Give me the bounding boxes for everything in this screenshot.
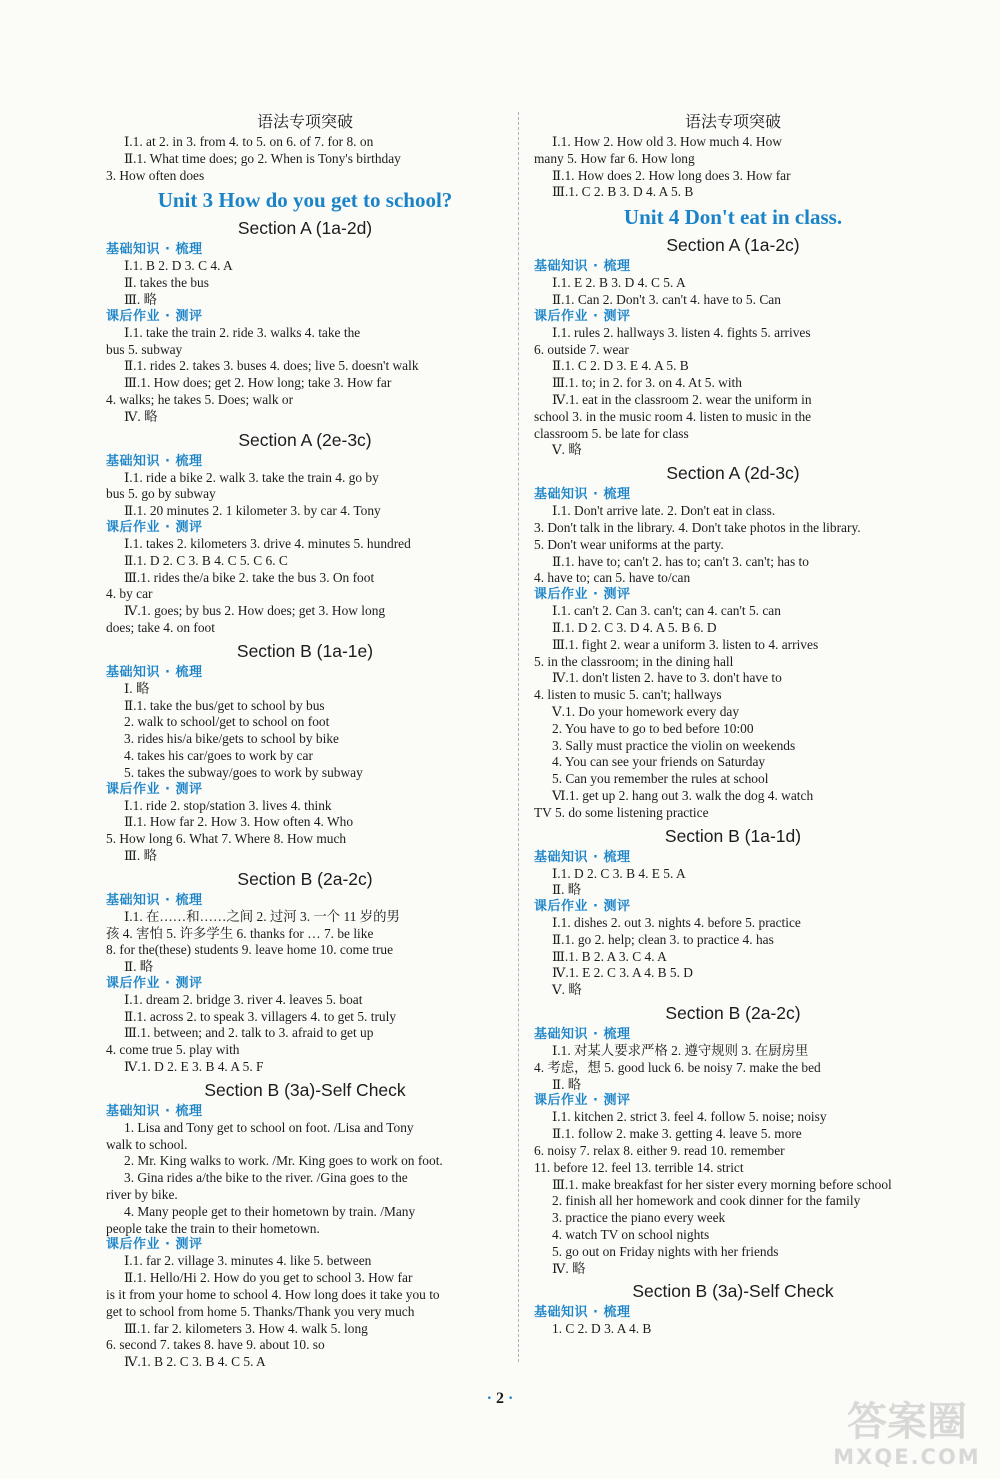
- answer-line: Ⅰ.1. far 2. village 3. minutes 4. like 5. between: [124, 1253, 372, 1269]
- answer-line: 1. Lisa and Tony get to school on foot. /Lisa and Tony: [124, 1119, 414, 1135]
- answer-line: get to school from home 5. Thanks/Thank you very much: [106, 1303, 415, 1319]
- answer-line: Ⅳ.1. eat in the classroom 2. wear the uniform in: [552, 391, 812, 407]
- answer-line: walk to school.: [106, 1136, 188, 1152]
- answer-line: Ⅰ.1. 在……和……之间 2. 过河 3. 一个 11 岁的男: [124, 908, 400, 924]
- section-heading: Section B (1a-1d): [664, 825, 802, 846]
- answer-line: 3. How often does: [106, 167, 205, 183]
- answer-line: 4. walks; he takes 5. Does; walk or: [106, 391, 294, 407]
- answer-line: Ⅲ.1. rides the/a bike 2. take the bus 3. On foot: [124, 569, 375, 585]
- answer-line: 4. Many people get to their hometown by train. /Many: [124, 1203, 416, 1219]
- answer-line: TV 5. do some listening practice: [534, 804, 709, 820]
- answer-line: Ⅲ.1. C 2. B 3. D 4. A 5. B: [552, 184, 694, 200]
- answer-line: 3. practice the piano every week: [552, 1210, 726, 1226]
- section-heading: Section A (1a-2d): [237, 218, 373, 239]
- answer-line: Ⅲ.1. between; and 2. talk to 3. afraid to get up: [124, 1025, 374, 1041]
- answer-line: bus 5. go by subway: [106, 486, 216, 502]
- answer-line: river by bike.: [106, 1187, 178, 1203]
- answer-line: 孩 4. 害怕 5. 许多学生 6. thanks for … 7. be like: [106, 925, 374, 941]
- answer-line: Ⅱ.1. What time does; go 2. When is Tony's birthday: [124, 150, 401, 166]
- answer-line: 2. You have to go to bed before 10:00: [552, 720, 754, 736]
- answer-line: Ⅱ. 略: [124, 959, 154, 975]
- answer-line: 2. Mr. King walks to work. /Mr. King goes to work on foot.: [124, 1153, 443, 1169]
- answer-line: 4. come true 5. play with: [106, 1042, 240, 1058]
- answer-line: Ⅰ.1. kitchen 2. strict 3. feel 4. follow 5. noise; noisy: [552, 1109, 827, 1125]
- category-label: 基础知识 · 梳理: [534, 1027, 631, 1043]
- answer-line: Ⅲ.1. to; in 2. for 3. on 4. At 5. with: [552, 375, 742, 391]
- answer-line: 4. by car: [106, 586, 153, 602]
- answer-line: 5. in the classroom; in the dining hall: [534, 653, 734, 669]
- answer-line: Ⅰ.1. takes 2. kilometers 3. drive 4. minutes 5. hundred: [124, 535, 411, 551]
- category-label: 基础知识 · 梳理: [534, 487, 631, 503]
- answer-line: Ⅱ.1. Hello/Hi 2. How do you get to school 3. How far: [124, 1270, 413, 1286]
- answer-line: Ⅳ.1. don't listen 2. have to 3. don't have to: [552, 670, 782, 686]
- category-label: 课后作业 · 测评: [106, 519, 203, 535]
- section-heading: Section A (2e-3c): [238, 429, 372, 450]
- answer-line: 5. Can you remember the rules at school: [552, 771, 769, 787]
- answer-line: Ⅱ.1. Can 2. Don't 3. can't 4. have to 5. Can: [552, 291, 781, 307]
- page-number-text: 2: [496, 1390, 504, 1407]
- answer-line: Ⅱ.1. have to; can't 2. has to; can't 3. can't; has to: [552, 553, 809, 569]
- grammar-heading: 语法专项突破: [256, 112, 353, 131]
- answer-line: Ⅲ. 略: [124, 291, 157, 307]
- answer-line: Ⅳ.1. goes; by bus 2. How does; get 3. How long: [124, 603, 386, 619]
- answer-line: Ⅱ. 略: [552, 1076, 582, 1092]
- section-heading: Section B (3a)-Self Check: [632, 1281, 834, 1302]
- answer-line: Ⅰ.1. E 2. B 3. D 4. C 5. A: [552, 275, 686, 291]
- answer-line: Ⅳ. 略: [552, 1260, 586, 1276]
- category-label: 基础知识 · 梳理: [534, 849, 631, 865]
- answer-line: 3. Don't talk in the library. 4. Don't take photos in the library.: [534, 519, 861, 535]
- answer-line: Ⅳ. 略: [124, 408, 158, 424]
- answer-line: Ⅰ.1. dream 2. bridge 3. river 4. leaves 5. boat: [124, 991, 363, 1007]
- answer-line: Ⅱ.1. across 2. to speak 3. villagers 4. to get 5. truly: [124, 1008, 397, 1024]
- answer-line: Ⅰ.1. dishes 2. out 3. nights 4. before 5. practice: [552, 915, 801, 931]
- answer-line: 5. go out on Friday nights with her friends: [552, 1243, 779, 1259]
- answer-line: is it from your home to school 4. How long does it take you to: [106, 1287, 440, 1303]
- right-column: [534, 108, 932, 1338]
- unit-title: Unit 4 Don't eat in class.: [623, 205, 843, 230]
- section-heading: Section A (2d-3c): [666, 463, 800, 484]
- watermark-logo: [822, 1399, 992, 1473]
- answer-line: Ⅲ.1. fight 2. wear a uniform 3. listen to 4. arrives: [552, 636, 819, 652]
- answer-line: Ⅰ.1. ride a bike 2. walk 3. take the train 4. go by: [124, 469, 379, 485]
- category-label: 基础知识 · 梳理: [106, 242, 203, 258]
- answer-line: 5. takes the subway/goes to work by subway: [124, 764, 363, 780]
- answer-line: Ⅱ.1. rides 2. takes 3. buses 4. does; live 5. doesn't walk: [124, 358, 419, 374]
- section-heading: Section B (1a-1e): [236, 640, 374, 661]
- answer-line: 4. listen to music 5. can't; hallways: [534, 687, 722, 703]
- category-label: 课后作业 · 测评: [106, 1237, 203, 1253]
- answer-line: Ⅰ.1. ride 2. stop/station 3. lives 4. think: [124, 797, 332, 813]
- section-heading: Section B (2a-2c): [665, 1003, 801, 1024]
- answer-line: bus 5. subway: [106, 341, 183, 357]
- answer-line: 6. outside 7. wear: [534, 341, 629, 357]
- answer-line: Ⅰ.1. Don't arrive late. 2. Don't eat in class.: [552, 503, 776, 519]
- category-label: 课后作业 · 测评: [534, 1093, 631, 1109]
- category-label: 课后作业 · 测评: [106, 308, 203, 324]
- answer-line: 4. have to; can 5. have to/can: [534, 570, 691, 586]
- answer-line: Ⅱ.1. go 2. help; clean 3. to practice 4. has: [552, 931, 774, 947]
- category-label: 基础知识 · 梳理: [534, 1305, 631, 1321]
- answer-line: Ⅱ.1. follow 2. make 3. getting 4. leave 5. more: [552, 1126, 802, 1142]
- category-label: 基础知识 · 梳理: [106, 664, 203, 680]
- answer-line: 2. walk to school/get to school on foot: [124, 714, 330, 730]
- answer-line: 4. You can see your friends on Saturday: [552, 754, 766, 770]
- category-label: 课后作业 · 测评: [534, 308, 631, 324]
- category-label: 基础知识 · 梳理: [106, 453, 203, 469]
- answer-line: Ⅲ.1. B 2. A 3. C 4. A: [552, 948, 667, 964]
- left-column: [106, 108, 504, 1371]
- answer-line: Ⅵ.1. get up 2. hang out 3. walk the dog 4. watch: [552, 787, 814, 803]
- answer-line: 4. watch TV on school nights: [552, 1227, 710, 1243]
- answer-line: Ⅰ.1. B 2. D 3. C 4. A: [124, 258, 233, 274]
- answer-line: classroom 5. be late for class: [534, 425, 689, 441]
- category-label: 基础知识 · 梳理: [534, 259, 631, 275]
- answer-line: Ⅱ.1. D 2. C 3. B 4. C 5. C 6. C: [124, 552, 288, 568]
- grammar-heading: 语法专项突破: [684, 112, 781, 131]
- answer-line: Ⅱ.1. How does 2. How long does 3. How far: [552, 167, 791, 183]
- answer-line: Ⅲ.1. far 2. kilometers 3. How 4. walk 5. long: [124, 1320, 368, 1336]
- watermark-url: MXQE.COM: [833, 1445, 981, 1469]
- page-number: · 2 ·: [486, 1390, 514, 1407]
- answer-line: many 5. How far 6. How long: [534, 150, 695, 166]
- category-label: 课后作业 · 测评: [106, 781, 203, 797]
- answer-line: 2. finish all her homework and cook dinner for the family: [552, 1193, 861, 1209]
- answer-line: Ⅲ. 略: [124, 847, 157, 863]
- answer-line: people take the train to their hometown.: [106, 1220, 320, 1236]
- answer-line: Ⅱ.1. How far 2. How 3. How often 4. Who: [124, 814, 354, 830]
- watermark-logo-text: 答案圈: [847, 1399, 967, 1445]
- section-heading: Section B (2a-2c): [237, 868, 373, 889]
- answer-line: Ⅳ.1. B 2. C 3. B 4. C 5. A: [124, 1354, 266, 1370]
- answer-line: 4. 考虑，想 5. good luck 6. be noisy 7. make the bed: [534, 1059, 821, 1075]
- unit-title: Unit 3 How do you get to school?: [157, 188, 453, 213]
- section-heading: Section B (3a)-Self Check: [204, 1079, 406, 1100]
- answer-line: 4. takes his car/goes to work by car: [124, 747, 313, 763]
- answer-line: Ⅲ.1. How does; get 2. How long; take 3. How far: [124, 375, 392, 391]
- answer-line: 5. How long 6. What 7. Where 8. How much: [106, 831, 347, 847]
- answer-line: Ⅳ.1. D 2. E 3. B 4. A 5. F: [124, 1059, 264, 1075]
- answer-line: Ⅰ.1. rules 2. hallways 3. listen 4. fights 5. arrives: [552, 324, 811, 340]
- answer-line: Ⅰ.1. How 2. How old 3. How much 4. How: [552, 134, 782, 149]
- answer-line: 8. for the(these) students 9. leave home 10. come true: [106, 942, 394, 958]
- answer-line: school 3. in the music room 4. listen to music in the: [534, 408, 812, 424]
- answer-line: Ⅳ.1. E 2. C 3. A 4. B 5. D: [552, 965, 693, 981]
- column-divider: [518, 112, 519, 1362]
- category-label: 基础知识 · 梳理: [106, 1103, 203, 1119]
- answer-line: 1. C 2. D 3. A 4. B: [552, 1321, 652, 1337]
- answer-line: 3. Gina rides a/the bike to the river. /Gina goes to the: [124, 1170, 408, 1186]
- answer-line: Ⅱ. 略: [552, 882, 582, 898]
- category-label: 基础知识 · 梳理: [106, 892, 203, 908]
- answer-line: 3. Sally must practice the violin on weekends: [552, 737, 796, 753]
- answer-line: Ⅰ.1. take the train 2. ride 3. walks 4. take the: [124, 324, 361, 340]
- category-label: 课后作业 · 测评: [534, 587, 631, 603]
- answer-line: Ⅱ. takes the bus: [124, 275, 209, 291]
- answer-line: Ⅴ.1. Do your homework every day: [552, 703, 740, 719]
- answer-line: Ⅱ.1. 20 minutes 2. 1 kilometer 3. by car 4. Tony: [124, 503, 381, 519]
- answer-line: Ⅰ.1. can't 2. Can 3. can't; can 4. can't 5. can: [552, 603, 781, 619]
- answer-line: Ⅰ.1. D 2. C 3. B 4. E 5. A: [552, 865, 686, 881]
- category-label: 课后作业 · 测评: [534, 899, 631, 915]
- answer-line: 3. rides his/a bike/gets to school by bike: [124, 731, 339, 747]
- answer-line: Ⅴ. 略: [552, 442, 582, 458]
- answer-line: Ⅰ.1. 对某人要求严格 2. 遵守规则 3. 在厨房里: [552, 1043, 809, 1059]
- answer-line: Ⅴ. 略: [552, 982, 582, 998]
- answer-line: 11. before 12. feel 13. terrible 14. strict: [534, 1159, 744, 1175]
- answer-line: Ⅰ. 略: [124, 680, 150, 696]
- category-label: 课后作业 · 测评: [106, 975, 203, 991]
- section-heading: Section A (1a-2c): [666, 235, 800, 256]
- answer-line: Ⅰ.1. at 2. in 3. from 4. to 5. on 6. of 7. for 8. on: [124, 134, 374, 149]
- answer-line: Ⅱ.1. C 2. D 3. E 4. A 5. B: [552, 358, 689, 374]
- answer-line: 5. Don't wear uniforms at the party.: [534, 536, 724, 552]
- answer-line: 6. noisy 7. relax 8. either 9. read 10. remember: [534, 1143, 785, 1159]
- answer-line: 6. second 7. takes 8. have 9. about 10. so: [106, 1337, 325, 1353]
- answer-line: Ⅱ.1. D 2. C 3. D 4. A 5. B 6. D: [552, 619, 717, 635]
- answer-line: Ⅱ.1. take the bus/get to school by bus: [124, 697, 325, 713]
- answer-line: Ⅲ.1. make breakfast for her sister every morning before school: [552, 1176, 892, 1192]
- answer-line: does; take 4. on foot: [106, 619, 215, 635]
